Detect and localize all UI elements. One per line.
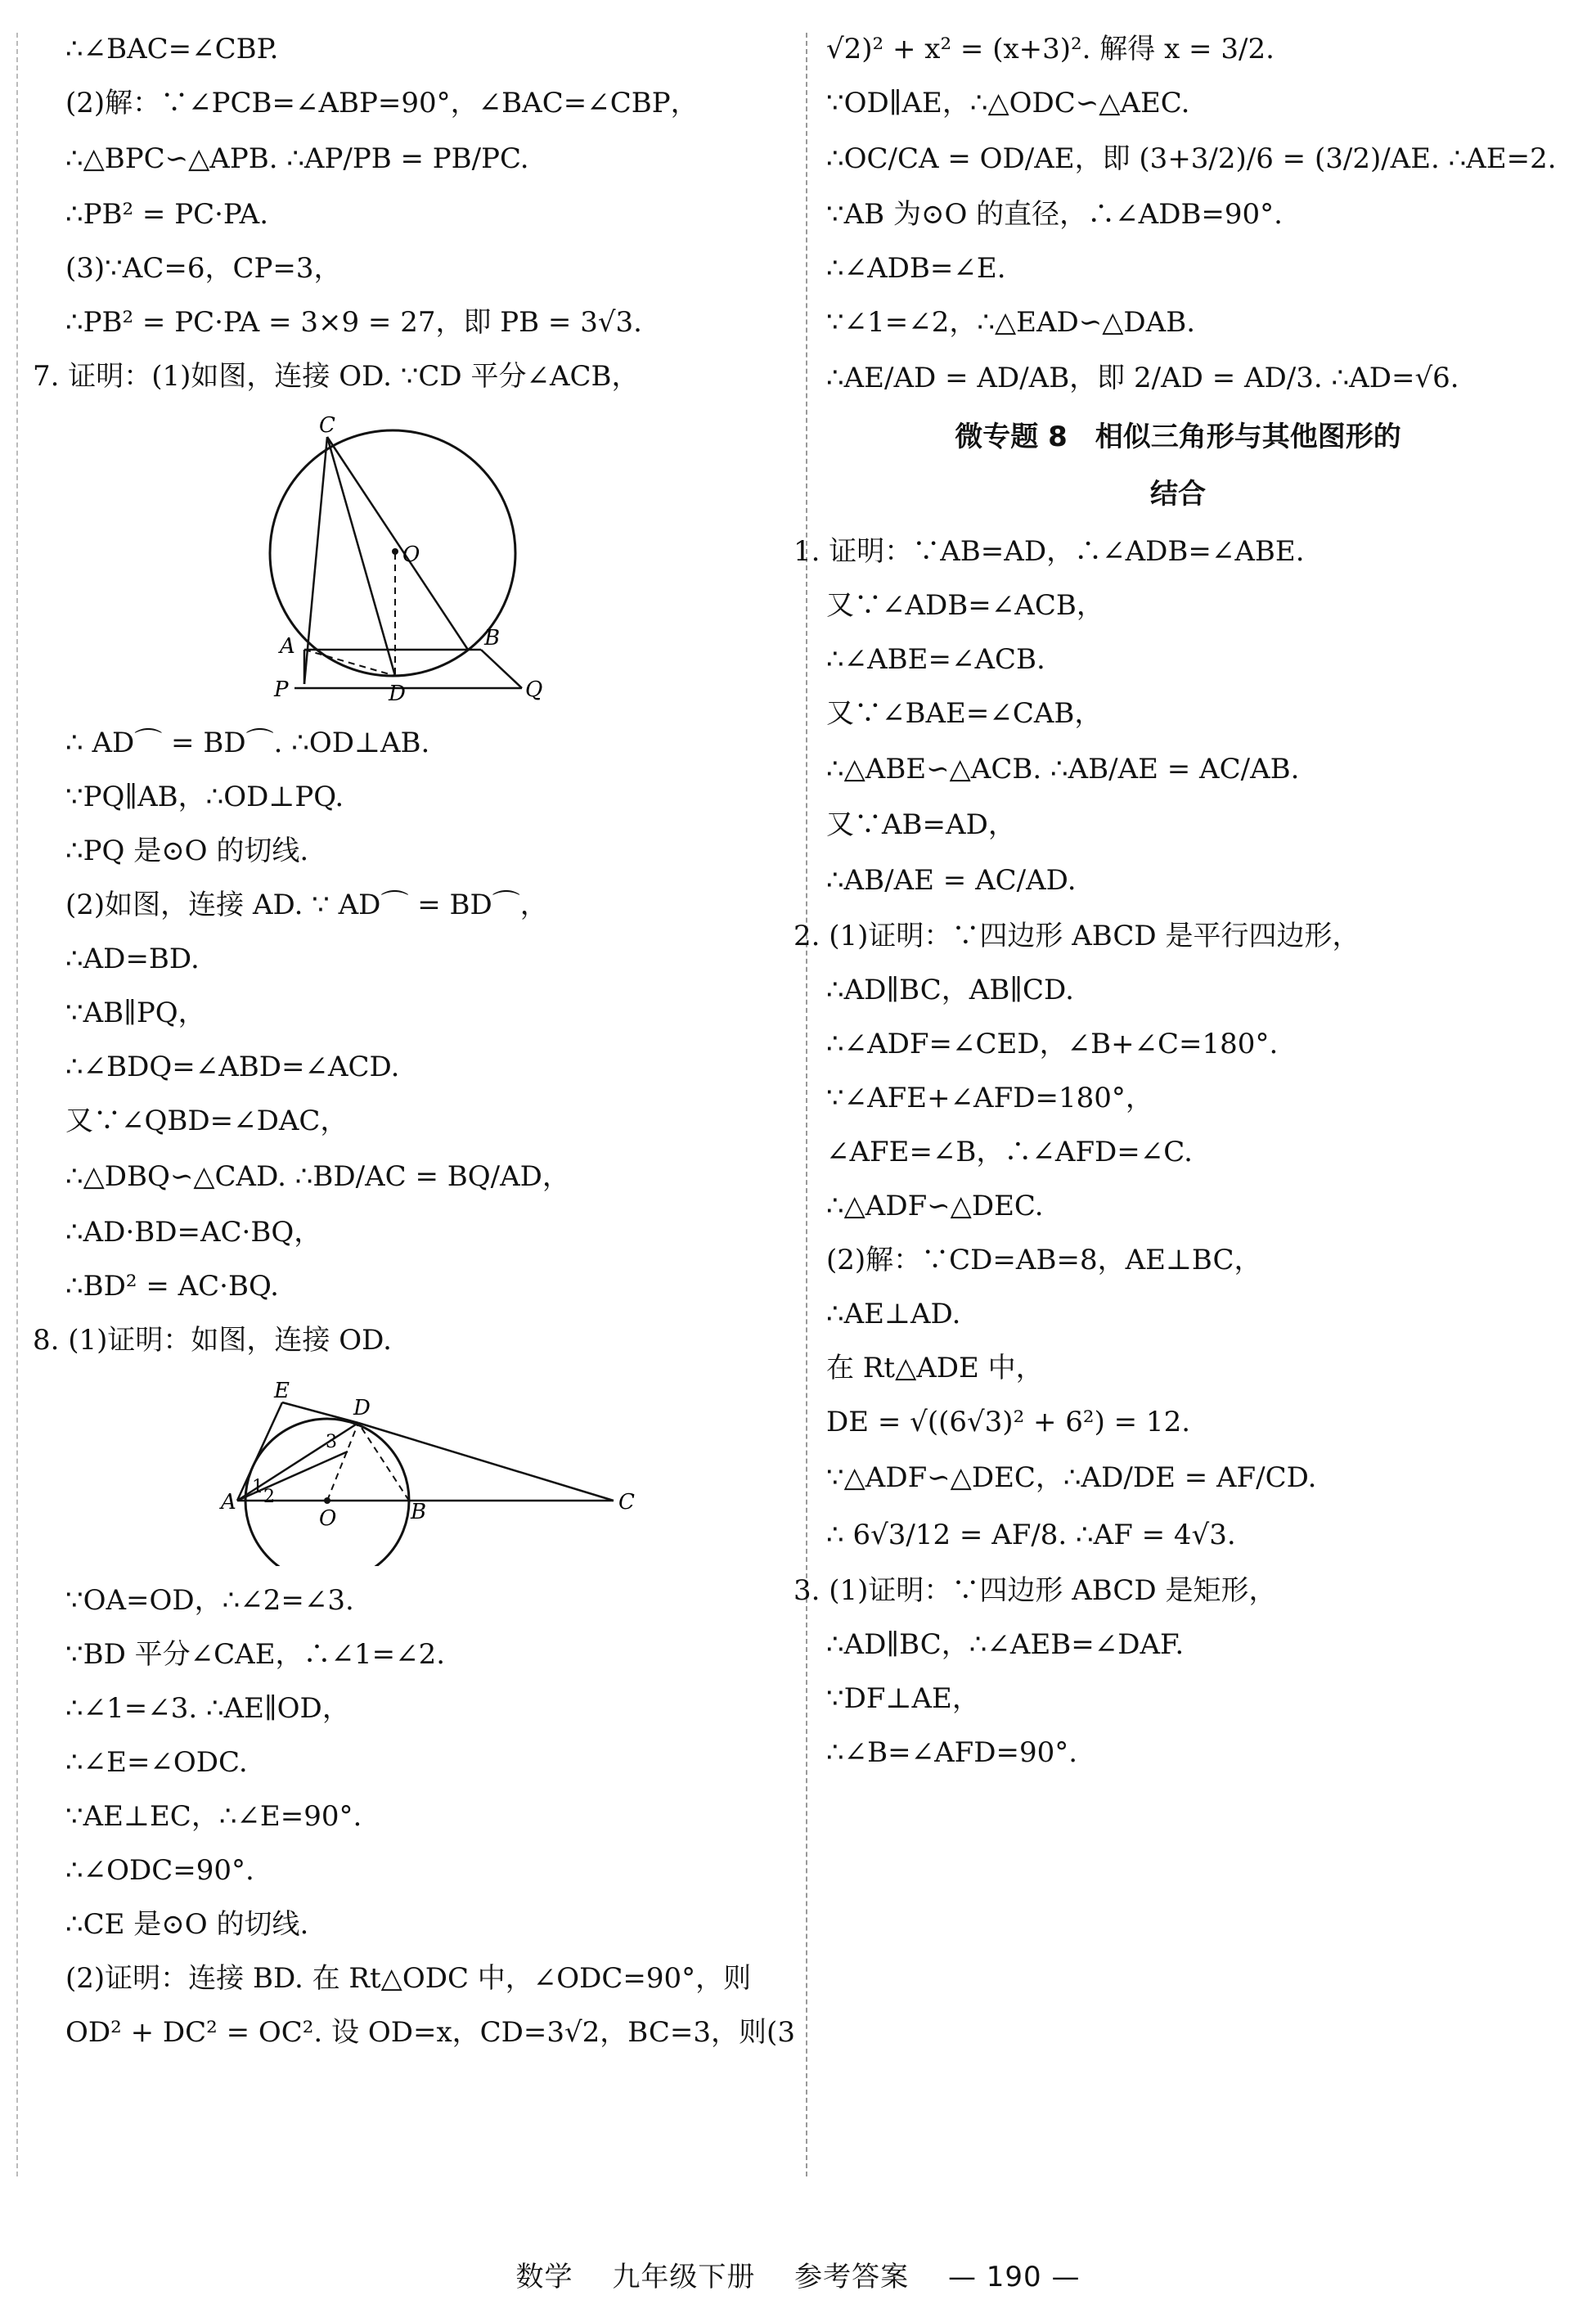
- text-line: ∴∠ADB=∠E.: [826, 252, 1006, 285]
- text-line: ∴AD∥BC，∴∠AEB=∠DAF.: [826, 1628, 1185, 1661]
- problem-7-heading: 7. 证明：(1)如图，连接 OD. ∵CD 平分∠ACB，: [33, 360, 640, 393]
- page-number: — 190 —: [947, 2261, 1081, 2293]
- label-O: O: [402, 542, 420, 567]
- problem-1-heading: 1. 证明：∵AB=AD，∴∠ADB=∠ABE.: [794, 535, 1305, 568]
- text-line: OD² + DC² = OC². 设 OD=x，CD=3√2，BC=3，则(3: [65, 2016, 795, 2049]
- text-line: ∵PQ∥AB，∴OD⊥PQ.: [65, 781, 344, 813]
- text-line: ∵OD∥AE，∴△ODC∽△AEC.: [826, 87, 1190, 119]
- text-line: 又∵∠BAE=∠CAB，: [826, 697, 1103, 730]
- text-line: ∴CE 是⊙O 的切线.: [65, 1908, 309, 1941]
- text-line: ∴AB/AE = AC/AD.: [826, 864, 1077, 897]
- text-line: ∵BD 平分∠CAE，∴∠1=∠2.: [65, 1638, 446, 1671]
- text-line: ∴PB² = PC·PA.: [65, 198, 269, 231]
- section-heading: 微专题 8 相似三角形与其他图形的: [955, 421, 1401, 453]
- text-line: ∴△ABE∽△ACB. ∴AB/AE = AC/AB.: [826, 753, 1300, 785]
- text-line: ∴∠ODC=90°.: [65, 1854, 254, 1887]
- text-line: (3)∵AC=6，CP=3，: [65, 252, 342, 285]
- footer-subject: 数学: [515, 2261, 573, 2293]
- right-column: [794, 33, 1557, 1790]
- text-line: ∴AD=BD.: [65, 943, 200, 975]
- text-line: ∴△BPC∽△APB. ∴AP/PB = PB/PC.: [65, 142, 529, 175]
- left-margin-line: [16, 33, 18, 2176]
- label-O: O: [319, 1506, 337, 1531]
- text-line: ∴OC/CA = OD/AE，即 (3+3/2)/6 = (3/2)/AE. ∴AE=2.: [826, 142, 1557, 175]
- label-E: E: [274, 1379, 290, 1403]
- text-line: ∴∠B=∠AFD=90°.: [826, 1736, 1078, 1769]
- text-line: ∴AE⊥AD.: [826, 1298, 961, 1330]
- text-line: ∴∠ADF=∠CED，∠B+∠C=180°.: [826, 1028, 1279, 1060]
- label-A: A: [280, 634, 295, 659]
- label-Q: Q: [525, 677, 543, 702]
- label-angle-1: 1: [252, 1477, 263, 1497]
- problem-2-heading: 2. (1)证明：∵四边形 ABCD 是平行四边形，: [794, 920, 1360, 952]
- problem-3-heading: 3. (1)证明：∵四边形 ABCD 是矩形，: [794, 1574, 1277, 1607]
- text-line: ∴AD·BD=AC·BQ，: [65, 1216, 322, 1249]
- label-D: D: [353, 1396, 371, 1420]
- text-line: ∴∠BAC=∠CBP.: [65, 33, 279, 65]
- text-line: ∵AB 为⊙O 的直径，∴∠ADB=90°.: [826, 198, 1283, 231]
- text-line: ∵DF⊥AE，: [826, 1682, 980, 1715]
- label-C: C: [319, 414, 335, 438]
- text-line: ∴∠ABE=∠ACB.: [826, 643, 1045, 676]
- text-line: ∴PQ 是⊙O 的切线.: [65, 835, 309, 867]
- text-line: (2)如图，连接 AD. ∵ AD⌒ = BD⌒，: [65, 889, 548, 921]
- text-line: ∠AFE=∠B，∴∠AFD=∠C.: [826, 1136, 1193, 1168]
- text-line: ∵AB∥PQ，: [65, 997, 206, 1029]
- text-line: √2)² + x² = (x+3)². 解得 x = 3/2.: [826, 33, 1275, 65]
- text-line: 又∵∠QBD=∠DAC，: [65, 1105, 348, 1137]
- text-line: ∴∠1=∠3. ∴AE∥OD，: [65, 1692, 350, 1725]
- footer-grade: 九年级下册: [612, 2261, 756, 2293]
- label-angle-2: 2: [263, 1487, 275, 1507]
- text-line: DE = √((6√3)² + 6²) = 12.: [826, 1406, 1191, 1438]
- text-line: ∴PB² = PC·PA = 3×9 = 27，即 PB = 3√3.: [65, 306, 642, 339]
- text-line: (2)证明：连接 BD. 在 Rt△ODC 中，∠ODC=90°，则: [65, 1962, 752, 1995]
- figure-8: [65, 1378, 785, 1569]
- section-heading-cont: 结合: [1150, 478, 1206, 511]
- label-P: P: [274, 677, 289, 702]
- page-footer: [0, 2254, 1596, 2294]
- text-line: ∵OA=OD，∴∠2=∠3.: [65, 1584, 354, 1617]
- left-column: [33, 33, 795, 2070]
- label-B: B: [484, 626, 501, 650]
- text-line: ∴AE/AD = AD/AB，即 2/AD = AD/3. ∴AD=√6.: [826, 362, 1459, 394]
- text-line: ∵∠AFE+∠AFD=180°，: [826, 1082, 1153, 1114]
- text-line: ∵△ADF∽△DEC，∴AD/DE = AF/CD.: [826, 1461, 1317, 1494]
- label-D: D: [389, 682, 406, 706]
- text-line: (2)解：∵CD=AB=8，AE⊥BC，: [826, 1244, 1262, 1276]
- figure-7: [65, 414, 785, 712]
- circle-diagram-7: [65, 414, 556, 709]
- text-line: ∴ 6√3/12 = AF/8. ∴AF = 4√3.: [826, 1519, 1236, 1551]
- label-angle-3: 3: [326, 1432, 337, 1452]
- text-line: ∴△DBQ∽△CAD. ∴BD/AC = BQ/AD，: [65, 1160, 570, 1193]
- footer-title: 参考答案: [794, 2261, 910, 2293]
- text-line: ∴∠BDQ=∠ABD=∠ACD.: [65, 1051, 400, 1083]
- circle-diagram-8: [65, 1378, 687, 1566]
- text-line: 在 Rt△ADE 中，: [826, 1352, 1044, 1384]
- label-C: C: [618, 1490, 635, 1515]
- text-line: ∴AD∥BC，AB∥CD.: [826, 974, 1074, 1006]
- text-line: 又∵AB=AD，: [826, 808, 1016, 841]
- text-line: ∴ AD⌒ = BD⌒. ∴OD⊥AB.: [65, 727, 430, 759]
- text-line: ∴∠E=∠ODC.: [65, 1746, 248, 1779]
- column-divider: [806, 33, 807, 2176]
- text-line: ∴BD² = AC·BQ.: [65, 1270, 279, 1303]
- text-line: ∵AE⊥EC，∴∠E=90°.: [65, 1800, 362, 1833]
- text-line: ∴△ADF∽△DEC.: [826, 1190, 1044, 1222]
- text-line: (2)解：∵∠PCB=∠ABP=90°，∠BAC=∠CBP，: [65, 87, 699, 119]
- text-line: ∵∠1=∠2，∴△EAD∽△DAB.: [826, 306, 1196, 339]
- label-B: B: [411, 1500, 427, 1524]
- label-A: A: [221, 1490, 236, 1515]
- text-line: 又∵∠ADB=∠ACB，: [826, 589, 1104, 622]
- problem-8-heading: 8. (1)证明：如图，连接 OD.: [33, 1324, 392, 1357]
